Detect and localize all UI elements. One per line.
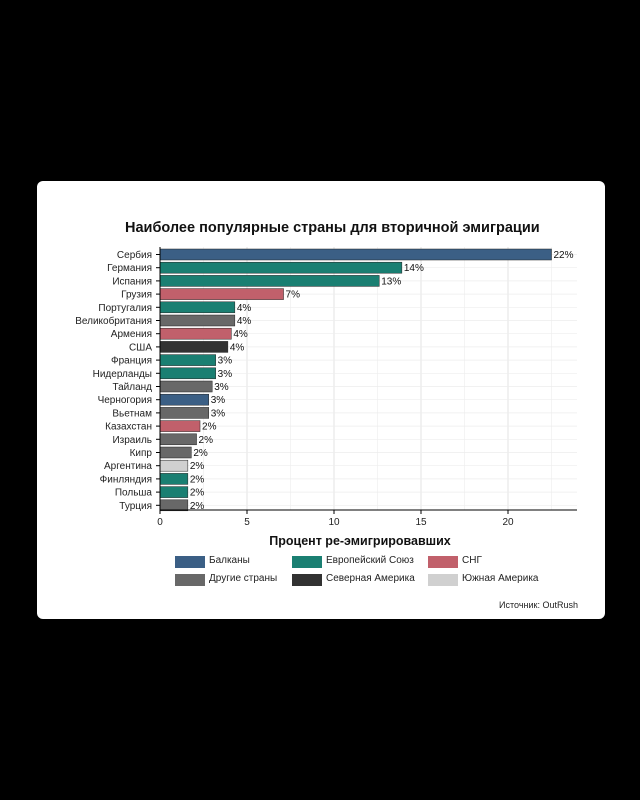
data-label: 2% xyxy=(198,434,213,446)
category-label: Великобритания xyxy=(75,316,152,327)
category-label: Турция xyxy=(119,500,152,512)
data-label: 3% xyxy=(210,408,226,420)
legend-swatch xyxy=(175,574,205,586)
bar xyxy=(160,249,552,260)
data-label: 3% xyxy=(214,382,229,393)
data-label: 2% xyxy=(193,448,208,459)
bar xyxy=(160,262,402,273)
legend-label: Северная Америка xyxy=(326,573,415,584)
legend-swatch xyxy=(428,556,458,568)
bar xyxy=(160,341,228,352)
data-label: 4% xyxy=(229,342,245,354)
data-label: 22% xyxy=(553,250,574,261)
category-label: Кипр xyxy=(129,448,152,459)
x-tick-label: 10 xyxy=(328,517,340,528)
category-label: Финляндия xyxy=(99,474,152,486)
category-label: Германия xyxy=(107,263,152,275)
data-label: 13% xyxy=(381,276,402,288)
legend-swatch xyxy=(175,556,205,568)
category-label: Армения xyxy=(110,329,152,341)
bar xyxy=(160,355,216,366)
category-label: Нидерланды xyxy=(92,368,152,380)
bar xyxy=(160,302,235,313)
bar xyxy=(160,500,188,511)
legend-swatch xyxy=(292,556,322,568)
category-label: Сербия xyxy=(116,250,152,261)
bar xyxy=(160,460,188,471)
data-label: 2% xyxy=(189,487,205,499)
x-tick-label: 5 xyxy=(244,517,250,528)
category-label: Аргентина xyxy=(104,461,152,473)
category-label: Польша xyxy=(114,487,152,499)
data-label: 4% xyxy=(236,316,252,327)
data-label: 14% xyxy=(403,263,424,275)
bar xyxy=(160,421,200,432)
legend-swatch xyxy=(292,574,322,586)
legend-label: Европейский Союз xyxy=(326,555,414,566)
bar xyxy=(160,487,188,498)
category-label: Тайланд xyxy=(112,382,152,393)
data-label: 2% xyxy=(202,421,217,433)
category-label: Испания xyxy=(112,276,152,288)
bar xyxy=(160,394,209,405)
legend-label: Южная Америка xyxy=(462,573,539,584)
category-label: Черногория xyxy=(97,395,152,407)
x-tick-label: 20 xyxy=(502,517,514,528)
data-label: 4% xyxy=(236,302,252,314)
bar xyxy=(160,407,209,418)
category-label: Вьетнам xyxy=(112,408,152,420)
x-axis-title: Процент ре-эмигрировавших xyxy=(269,534,451,548)
legend-label: Другие страны xyxy=(209,573,278,584)
data-label: 4% xyxy=(233,329,248,341)
bar xyxy=(160,328,231,339)
bar xyxy=(160,473,188,484)
category-label: Израиль xyxy=(112,434,152,446)
bar xyxy=(160,275,379,286)
chart-title: Наиболее популярные страны для вторичной эмиграции xyxy=(125,220,540,236)
data-label: 3% xyxy=(217,355,233,367)
legend-swatch xyxy=(428,574,458,586)
bar xyxy=(160,447,191,458)
data-label: 2% xyxy=(189,461,205,473)
data-label: 2% xyxy=(189,474,205,486)
bar xyxy=(160,381,212,392)
category-label: Франция xyxy=(111,355,152,367)
category-label: Португалия xyxy=(98,302,152,314)
category-label: США xyxy=(128,342,152,354)
source-note: Источник: OutRush xyxy=(499,600,578,610)
bar xyxy=(160,368,216,379)
bar xyxy=(160,289,284,300)
bar xyxy=(160,434,197,445)
bar xyxy=(160,315,235,326)
x-tick-label: 15 xyxy=(415,517,427,528)
data-label: 3% xyxy=(210,395,226,407)
legend-label: СНГ xyxy=(462,555,482,566)
category-label: Грузия xyxy=(121,289,152,301)
legend-label: Балканы xyxy=(209,555,250,566)
x-tick-label: 0 xyxy=(157,517,163,528)
data-label: 2% xyxy=(189,500,205,512)
data-label: 3% xyxy=(217,368,233,380)
category-label: Казахстан xyxy=(105,421,152,433)
data-label: 7% xyxy=(285,289,300,301)
